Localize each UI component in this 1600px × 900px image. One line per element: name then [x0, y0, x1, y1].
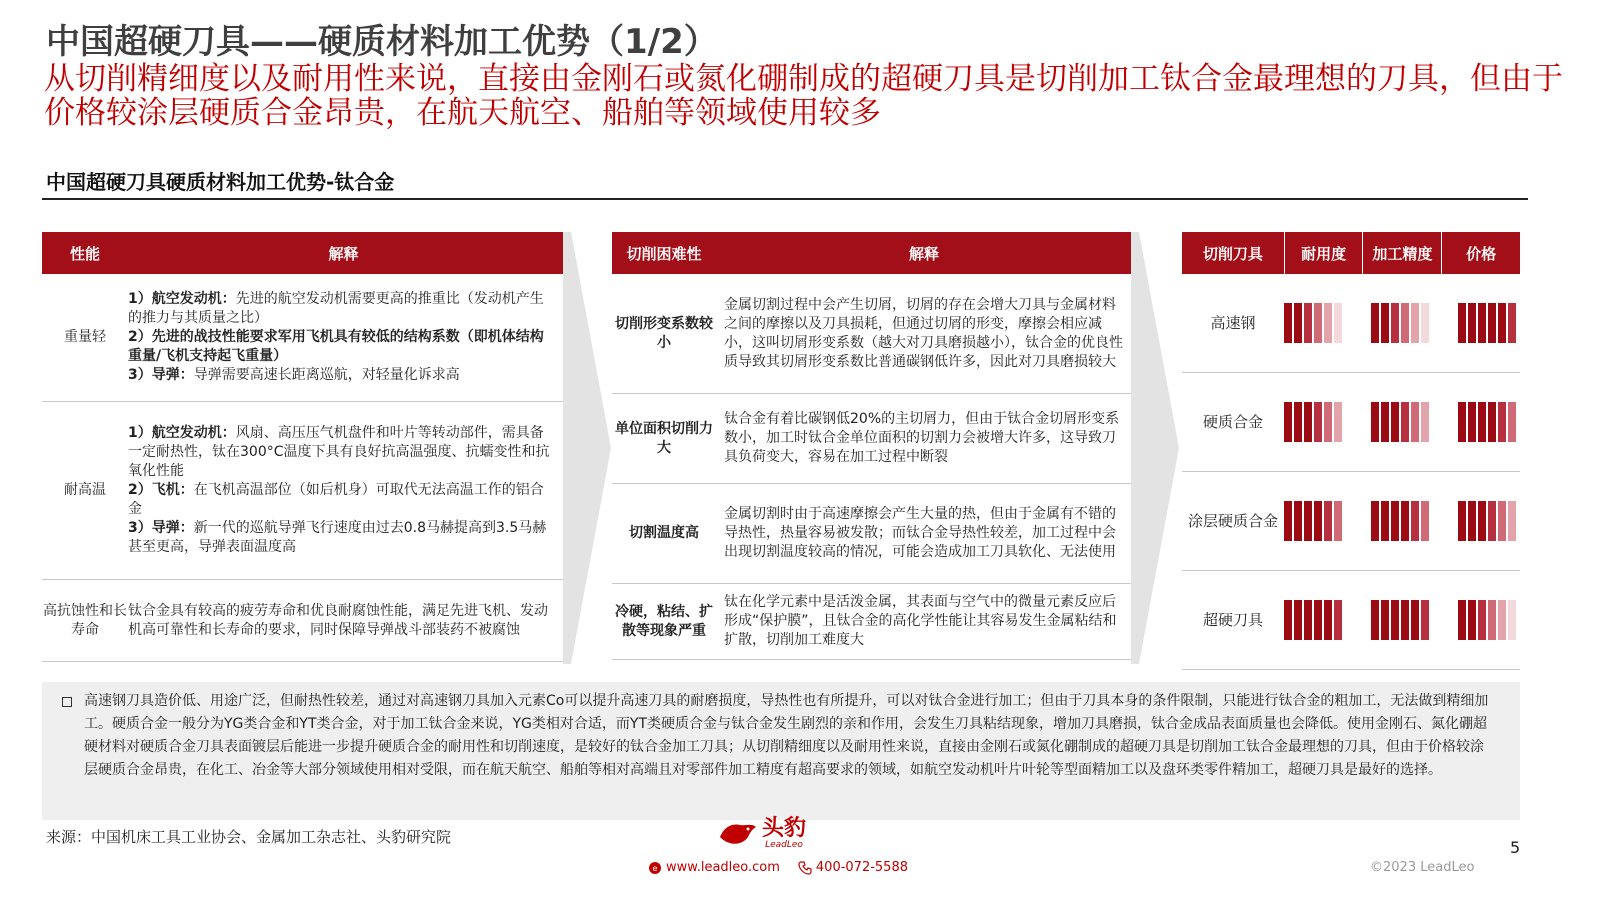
rating-block — [1468, 600, 1476, 640]
summary-note — [42, 682, 1520, 820]
rating-block — [1284, 501, 1292, 541]
headline: 从切削精细度以及耐用性来说，直接由金刚石或氮化硼制成的超硬刀具是切削加工钛合金最理想的刀具，但由于价格较涂层硬质合金昂贵，在航天航空、船舶等领域使用较多 — [44, 61, 1563, 131]
tool-name: 硬质合金 — [1202, 412, 1263, 431]
rating-block — [1458, 303, 1466, 343]
table-row — [1182, 373, 1520, 472]
durability-rating — [1284, 600, 1342, 640]
rating-block — [1391, 402, 1399, 442]
rating-block — [1381, 402, 1389, 442]
table-row — [612, 274, 1132, 394]
rating-block — [1498, 600, 1506, 640]
rating-block — [1304, 303, 1312, 343]
rating-block — [1468, 501, 1476, 541]
rating-block — [1458, 402, 1466, 442]
rating-block — [1478, 501, 1486, 541]
rating-block — [1324, 303, 1332, 343]
rating-block — [1391, 501, 1399, 541]
title-rule — [42, 198, 1528, 200]
header-durability: 耐用度 — [1301, 244, 1347, 263]
rating-block — [1294, 402, 1302, 442]
row-label: 冷硬，粘结、扩散等现象严重 — [615, 603, 713, 639]
phone-number[interactable]: 400-072-5588 — [798, 860, 908, 875]
rating-block — [1498, 303, 1506, 343]
row-text: 钛合金具有较高的疲劳寿命和优良耐腐蚀性能，满足先进飞机、发动机高可靠性和长寿命的要求，同时保障导弹战斗部装药不被腐蚀 — [128, 602, 548, 638]
phone-icon — [798, 861, 812, 875]
rating-block — [1488, 600, 1496, 640]
rating-block — [1401, 402, 1409, 442]
rating-block — [1381, 501, 1389, 541]
page-title: 中国超硬刀具——硬质材料加工优势（1/2） — [46, 22, 718, 62]
row-text: 1）航空发动机：风扇、高压压气机盘件和叶片等转动部件，需具备一定耐热性，钛在300°C温度下具有良好抗高温强度、抗蠕变性和抗氧化性能 2）飞机：在飞机高温部位（如后机身）可取代无法高温工作的铝合金 3）导弹：新一代的巡航导弹飞行速度由过去0.8马赫提高到3.5马赫甚至更高，导弹表面温度高 — [128, 425, 550, 555]
row-text: 金属切割时由于高速摩擦会产生大量的热，但由于金属有不错的导热性，热量容易被发散；而钛合金导热性较差，加工过程中会出现切割温度较高的情况，可能会造成加工刀具软化、无法使用 — [724, 506, 1116, 560]
rating-block — [1478, 402, 1486, 442]
header-performance: 性能 — [69, 244, 100, 263]
difficulty-table — [612, 232, 1132, 660]
chevron-right-icon — [1131, 232, 1179, 664]
rating-block — [1498, 402, 1506, 442]
logo-text-cn: 头豹 — [762, 816, 807, 841]
rating-block — [1324, 501, 1332, 541]
chevron-right-icon — [563, 232, 611, 664]
rating-block — [1334, 303, 1342, 343]
rating-block — [1324, 600, 1332, 640]
rating-block — [1488, 402, 1496, 442]
rating-block — [1478, 303, 1486, 343]
row-label: 重量轻 — [64, 329, 106, 345]
website-link[interactable]: e www.leadleo.com — [648, 860, 780, 875]
header-explanation: 解释 — [328, 244, 359, 263]
rating-block — [1508, 303, 1516, 343]
rating-block — [1391, 600, 1399, 640]
rating-block — [1411, 501, 1419, 541]
rating-block — [1371, 402, 1379, 442]
performance-table-header — [42, 232, 565, 274]
table-row — [42, 402, 565, 580]
rating-block — [1381, 303, 1389, 343]
tool-name: 涂层硬质合金 — [1187, 511, 1278, 530]
rating-block — [1421, 600, 1429, 640]
row-label: 切割温度高 — [629, 525, 699, 541]
performance-table — [42, 232, 565, 662]
row-label: 切削形变系数较小 — [615, 315, 713, 351]
tool-comparison-header — [1182, 232, 1520, 274]
rating-block — [1314, 402, 1322, 442]
rating-block — [1284, 600, 1292, 640]
price-rating — [1458, 402, 1516, 442]
rating-block — [1458, 600, 1466, 640]
rating-block — [1498, 501, 1506, 541]
price-rating — [1458, 501, 1516, 541]
table-row — [1182, 472, 1520, 571]
rating-block — [1314, 501, 1322, 541]
header-tool: 切削刀具 — [1202, 244, 1263, 263]
row-label: 高抗蚀性和长寿命 — [43, 602, 127, 638]
rating-block — [1488, 501, 1496, 541]
rating-block — [1458, 501, 1466, 541]
globe-icon — [648, 861, 662, 875]
rating-block — [1334, 501, 1342, 541]
rating-block — [1391, 303, 1399, 343]
rating-block — [1421, 303, 1429, 343]
checkbox-bullet-icon — [62, 697, 72, 707]
table-row — [612, 484, 1132, 584]
table-row — [612, 394, 1132, 484]
table-row — [42, 274, 565, 402]
tool-name: 高速钢 — [1210, 313, 1256, 332]
precision-rating — [1371, 600, 1429, 640]
rating-block — [1411, 303, 1419, 343]
rating-block — [1401, 303, 1409, 343]
rating-block — [1421, 501, 1429, 541]
row-text: 1）航空发动机：先进的航空发动机需要更高的推重比（发动机产生的推力与其质量之比） 2）先进的战技性能要求军用飞机具有较低的结构系数（即机体结构重量/飞机支持起飞重量） 3）导弹：导弹需要高速长距离巡航，对轻量化诉求高 — [128, 291, 544, 383]
tool-comparison-table — [1182, 232, 1520, 670]
rating-block — [1294, 303, 1302, 343]
precision-rating — [1371, 501, 1429, 541]
contact-info — [648, 860, 908, 875]
rating-block — [1314, 303, 1322, 343]
leopard-logo-icon — [718, 819, 758, 849]
page-number: 5 — [1510, 838, 1521, 857]
precision-rating — [1371, 303, 1429, 343]
table-row — [1182, 571, 1520, 670]
tool-name: 超硬刀具 — [1202, 610, 1263, 629]
rating-block — [1371, 303, 1379, 343]
logo-text-en: LeadLeo — [765, 840, 803, 850]
rating-block — [1478, 600, 1486, 640]
rating-block — [1371, 600, 1379, 640]
rating-block — [1334, 600, 1342, 640]
row-label: 单位面积切削力大 — [615, 420, 713, 456]
rating-block — [1421, 402, 1429, 442]
rating-block — [1284, 303, 1292, 343]
section-subtitle: 中国超硬刀具硬质材料加工优势-钛合金 — [46, 170, 395, 194]
rating-block — [1411, 600, 1419, 640]
rating-block — [1468, 402, 1476, 442]
precision-rating — [1371, 402, 1429, 442]
row-label: 耐高温 — [64, 482, 106, 498]
rating-block — [1304, 501, 1312, 541]
svg-text:e: e — [652, 863, 658, 873]
difficulty-table-header — [612, 232, 1132, 274]
rating-block — [1304, 402, 1312, 442]
rating-block — [1294, 600, 1302, 640]
rating-block — [1508, 600, 1516, 640]
header-precision: 加工精度 — [1372, 244, 1433, 263]
price-rating — [1458, 303, 1516, 343]
leadleo-logo — [718, 818, 806, 850]
rating-block — [1334, 402, 1342, 442]
table-row — [612, 584, 1132, 660]
row-text: 金属切割过程中会产生切屑，切屑的存在会增大刀具与金属材料之间的摩擦以及刀具损耗，但通过切屑的形变，摩擦会相应减小，这叫切屑形变系数（越大对刀具磨损越小），钛合金的优良性质导致其切屑形变系数比普通碳钢低许多，因此对刀具磨损较大 — [724, 296, 1123, 370]
rating-block — [1314, 600, 1322, 640]
durability-rating — [1284, 303, 1342, 343]
rating-block — [1508, 402, 1516, 442]
header-explanation: 解释 — [908, 244, 939, 263]
durability-rating — [1284, 501, 1342, 541]
rating-block — [1401, 501, 1409, 541]
rating-block — [1488, 303, 1496, 343]
rating-block — [1401, 600, 1409, 640]
rating-block — [1508, 501, 1516, 541]
rating-block — [1284, 402, 1292, 442]
row-text: 钛合金有着比碳钢低20%的主切屑力，但由于钛合金切屑形变系数小，加工时钛合金单位面积的切割力会被增大许多，这导致刀具负荷变大，容易在加工过程中断裂 — [724, 411, 1120, 465]
rating-block — [1304, 600, 1312, 640]
source-note: 来源：中国机床工具工业协会、金属加工杂志社、头豹研究院 — [46, 828, 452, 846]
header-difficulty: 切削困难性 — [626, 244, 702, 263]
price-rating — [1458, 600, 1516, 640]
rating-block — [1371, 501, 1379, 541]
rating-block — [1411, 402, 1419, 442]
table-row — [1182, 274, 1520, 373]
rating-block — [1381, 600, 1389, 640]
rating-block — [1294, 501, 1302, 541]
header-price: 价格 — [1466, 244, 1497, 263]
copyright: ©2023 LeadLeo — [1370, 860, 1475, 875]
summary-text: 高速钢刀具造价低、用途广泛，但耐热性较差，通过对高速钢刀具加入元素Co可以提升高速刀具的耐磨损度，导热性也有所提升，可以对钛合金进行加工；但由于刀具本身的条件限制，只能进行钛合金的粗加工，无法做到精细加工。硬质合金一般分为YG类合金和YT类合金，对于加工钛合金来说，YG类相对合适，而YT类硬质合金与钛合金发生剧烈的亲和作用，会发生刀具粘结现象，增加刀具磨损，钛合金成品表面质量也会降低。使用金刚石、氮化硼超硬材料对硬质合金刀具表面镀层后能进一步提升硬质合金的耐用性和切削速度，是较好的钛合金加工刀具；从切削精细度以及耐用性来说，直接由金刚石或氮化硼制成的超硬刀具是切削加工钛合金最理想的刀具，但由于价格较涂层硬质合金昂贵，在化工、冶金等大部分领域使用相对受限，而在航天航空、船舶等相对高端且对零部件加工精度有超高要求的领域，如航空发动机叶片叶轮等型面精加工以及盘环类零件精加工，超硬刀具是最好的选择。 — [84, 693, 1489, 778]
row-text: 钛在化学元素中是活泼金属，其表面与空气中的微量元素反应后形成“保护膜”，且钛合金的高化学性能让其容易发生金属粘结和扩散，切削加工难度大 — [724, 594, 1117, 648]
durability-rating — [1284, 402, 1342, 442]
table-row — [42, 580, 565, 662]
rating-block — [1324, 402, 1332, 442]
rating-block — [1468, 303, 1476, 343]
